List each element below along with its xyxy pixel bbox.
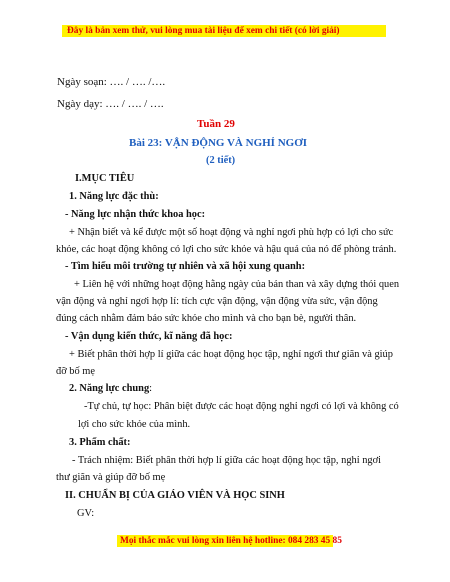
competence-environment-line-1: + Liên hệ với những hoạt động hằng ngày của bản than và xây dựng thói quen	[74, 279, 400, 290]
header-banner: Đây là bản xem thử, vui lòng mua tài liệu để xem chi tiết (có lời giải)	[67, 26, 340, 36]
competence-environment-line-2: vận động và nghỉ ngơi hợp lí: tích cực vận động, vận động vừa sức, vận động	[56, 296, 378, 307]
subsection-general-competence	[69, 382, 152, 395]
general-competence-line-2: lợi cho sức khỏe của mình.	[78, 419, 191, 430]
section-objectives: I.MỤC TIÊU	[75, 173, 135, 184]
competence-science-heading: - Năng lực nhận thức khoa học:	[65, 209, 206, 220]
competence-science-line-2: khỏe, các hoạt động không có lợi cho sức khỏe và hậu quả của nó để phòng tránh.	[56, 244, 397, 255]
prep-date: Ngày soạn: …. / …. /….	[57, 76, 166, 88]
lesson-title: Bài 23: VẬN ĐỘNG VÀ NGHỈ NGƠI	[129, 137, 308, 149]
qualities-line-2: thư giãn và giúp đỡ bố mẹ	[56, 472, 166, 483]
general-competence-colon: :	[149, 383, 153, 394]
teach-date: Ngày dạy: …. / …. / ….	[57, 98, 164, 110]
qualities-line-1: - Trách nhiệm: Biết phân thời hợp lí giữa các hoạt động học tập, nghỉ ngơi	[72, 455, 381, 466]
lesson-periods: (2 tiết)	[206, 155, 236, 166]
teacher-label: GV:	[77, 508, 95, 519]
subsection-specific-competence: 1. Năng lực đặc thù:	[69, 191, 159, 202]
competence-environment-heading: - Tìm hiểu môi trường tự nhiên và xã hội xung quanh:	[65, 261, 306, 272]
general-competence-line-1: -Tự chủ, tự học: Phân biệt được các hoạt động nghỉ ngơi có lợi và không có	[84, 401, 399, 412]
general-competence-label: 2. Năng lực chung	[69, 383, 150, 394]
competence-apply-heading: - Vận dụng kiến thức, kĩ năng đã học:	[65, 331, 233, 342]
competence-environment-line-3: đúng cách nhằm đảm bảo sức khỏe cho mình và cho bạn bè, người thân.	[56, 313, 357, 324]
week-label: Tuần 29	[197, 118, 235, 130]
competence-apply-line-1: + Biết phân thời hợp lí giữa các hoạt động học tập, nghỉ ngơi thư giãn và giúp	[69, 349, 393, 360]
footer-banner: Mọi thắc mắc vui lòng xin liên hệ hotline: 084 283 45 85	[120, 536, 342, 546]
competence-science-line-1: + Nhận biết và kể được một số hoạt động và nghỉ ngơi phù hợp có lợi cho sức	[69, 227, 394, 238]
subsection-qualities: 3. Phẩm chất:	[69, 437, 131, 448]
section-preparation: II. CHUẨN BỊ CỦA GIÁO VIÊN VÀ HỌC SINH	[65, 490, 285, 501]
competence-apply-line-2: đỡ bố mẹ	[56, 366, 95, 377]
